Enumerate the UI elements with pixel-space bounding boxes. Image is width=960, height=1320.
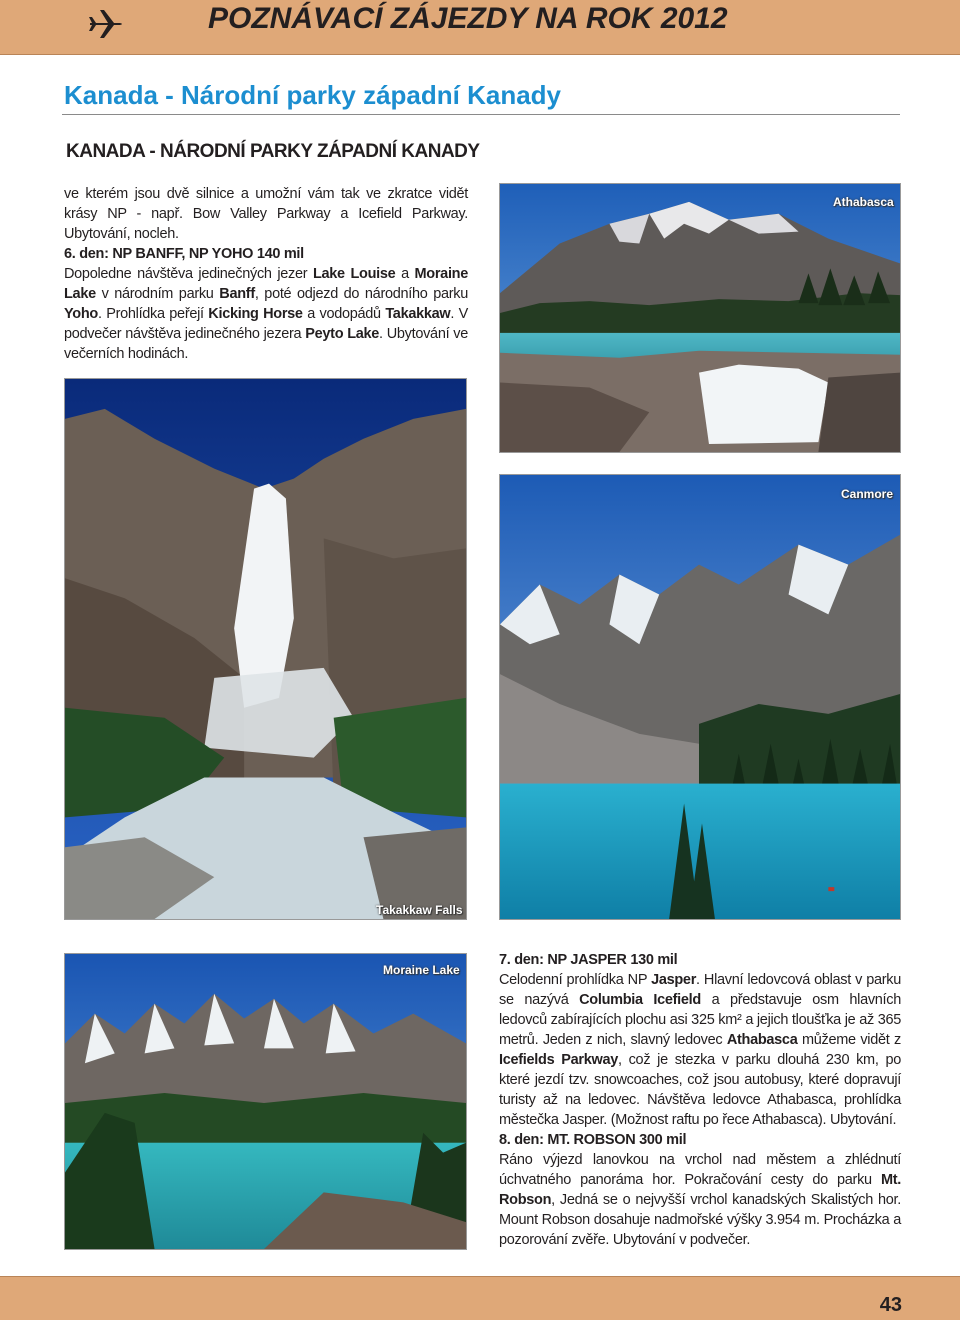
day6-text-4: , poté odjezd do národního parku (254, 286, 469, 302)
athabasca-photo (499, 183, 901, 453)
day6-heading-text: 6. den: NP BANFF, NP YOHO 140 mil (64, 246, 304, 262)
day6-text-2: a (395, 266, 415, 282)
takakkaw-caption: Takakkaw Falls (376, 903, 463, 917)
footer-band (0, 1276, 960, 1320)
kicking-horse: Kicking Horse (208, 306, 303, 322)
takakkaw: Takakkaw (385, 306, 451, 322)
day6-text-8: . Ubytování ve večerních hodinách. (64, 326, 468, 362)
airplane-icon (86, 4, 126, 44)
day6-text-1: Dopoledne návštěva jedinečných jezer (64, 266, 313, 282)
intro-text-block (64, 184, 468, 364)
athabasca: Athabasca (726, 1032, 798, 1048)
jasper: Jasper (651, 972, 697, 988)
day7-text-3: a představuje osm hlavních ledovců zabírajících plochu asi 325 km² a jejich tloušťka je až 365 metrů. Jeden z nich, slavný ledovec (499, 992, 901, 1048)
day7-paragraph (499, 970, 901, 1130)
moraine-lake-photo (64, 953, 467, 1250)
day7-text-1: Celodenní prohlídka NP (499, 972, 652, 988)
canmore-caption: Canmore (841, 487, 894, 501)
day7-heading-text: 7. den: NP JASPER 130 mil (499, 952, 678, 968)
day7-text-2: . Hlavní ledovcová oblast v parku se nazývá (499, 972, 901, 1008)
canmore-photo (499, 474, 901, 920)
day7-text-4: můžeme vidět z (797, 1032, 901, 1048)
icefields-parkway: Icefields Parkway (499, 1052, 618, 1068)
day6-text-7: . V podvečer návštěva jedinečného jezera (64, 306, 468, 342)
banff: Banff (219, 286, 255, 302)
day7-heading (499, 950, 901, 970)
page-number: 43 (879, 1294, 902, 1316)
day6-paragraph (64, 264, 468, 364)
day6-text-6: a vodopádů (302, 306, 386, 322)
athabasca-caption: Athabasca (833, 195, 894, 209)
columbia-icefield: Columbia Icefield (579, 992, 701, 1008)
jasper-text-block (499, 950, 901, 1250)
section-title: KANADA - NÁRODNÍ PARKY ZÁPADNÍ KANADY (66, 141, 480, 162)
moraine-caption: Moraine Lake (383, 963, 460, 977)
mt-robson: Mt. Robson (499, 1172, 901, 1208)
day8-heading (499, 1130, 901, 1150)
header-title: POZNÁVACÍ ZÁJEZDY NA ROK 2012 (208, 2, 728, 35)
takakkaw-falls-photo (64, 378, 467, 920)
page-heading: Kanada - Národní parky západní Kanady (64, 80, 562, 110)
peyto-lake: Peyto Lake (305, 326, 380, 342)
day7-text-5: , což je stezka v parku dlouhá 230 km, po které jezdí tzv. snowcoaches, což jsou autobusy, které dopravují turisty až na ledovec. Návštěva ledovce Athabasca, prohlídka městečka Jasper. (Možnost raftu po řece Athabasca). Ubytování. (499, 1052, 901, 1128)
day8-text-1: Ráno výjezd lanovkou na vrchol nad městem a zhlédnutí úchvatného panoráma hor. Pokračování cesty do parku (499, 1152, 901, 1188)
day8-paragraph (499, 1150, 901, 1250)
lake-louise: Lake Louise (312, 266, 396, 282)
day8-text-2: , Jedná se o nejvyšší vrchol kanadských Skalistých hor. Mount Robson dosahuje nadmořské výšky 3.954 m. Procházka a pozorování zvěře. Ubytování v podvečer. (499, 1192, 901, 1248)
day6-text-5: . Prohlídka peřejí (97, 306, 209, 322)
day8-heading-text: 8. den: MT. ROBSON 300 mil (499, 1132, 687, 1148)
yoho: Yoho (64, 306, 98, 322)
day6-text-3: v národním parku (95, 286, 220, 302)
heading-divider (62, 114, 900, 115)
intro-paragraph: ve kterém jsou dvě silnice a umožní vám tak ve zkratce vidět krásy NP - např. Bow Valley Parkway a Icefield Parkway. Ubytování, nocleh. (64, 186, 468, 242)
day6-heading (64, 244, 468, 264)
moraine-lake: Moraine Lake (64, 266, 468, 302)
